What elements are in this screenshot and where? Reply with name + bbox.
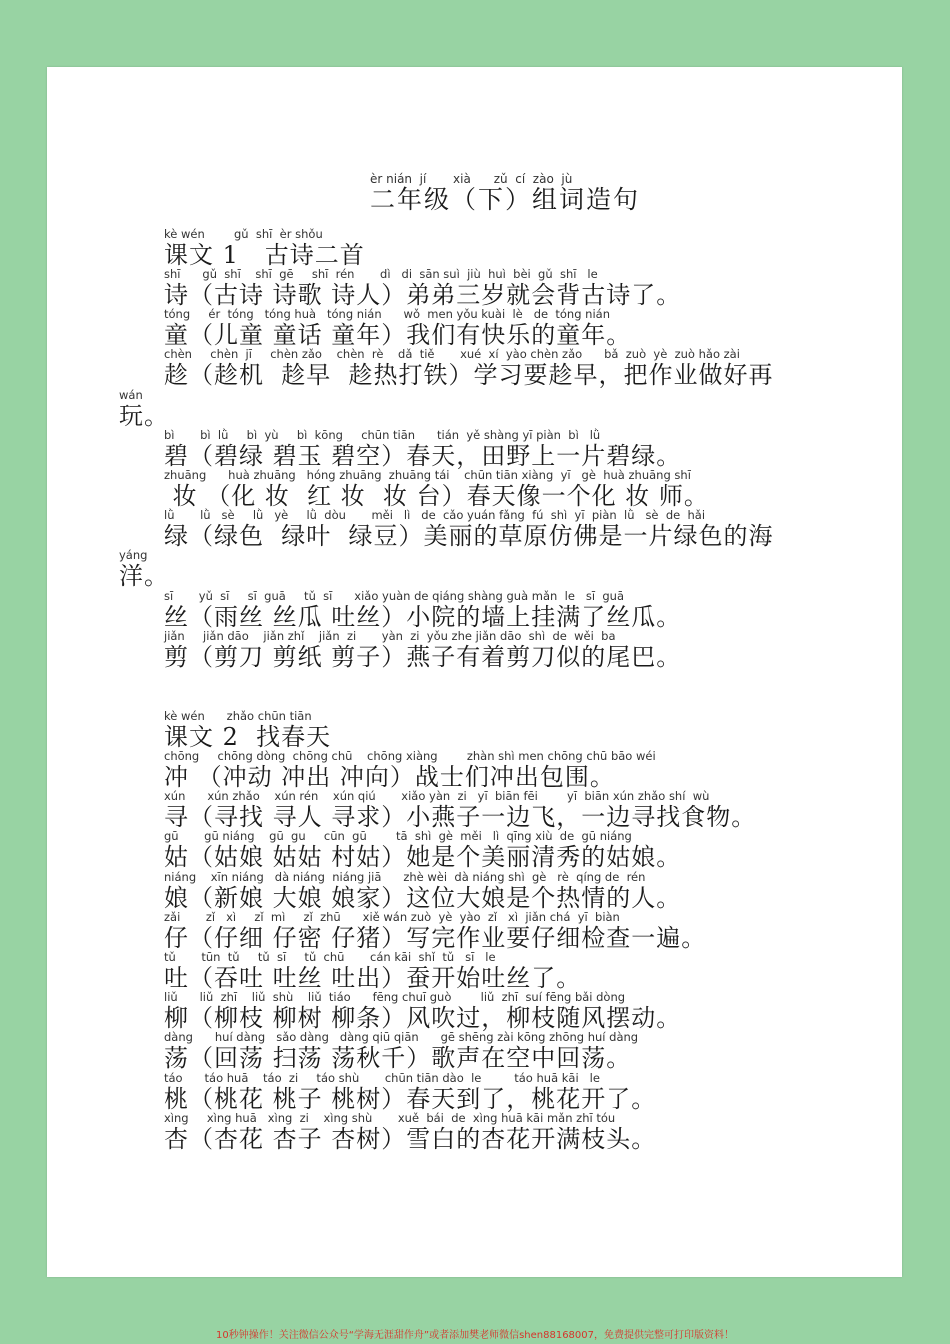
title-text: 二年级（下）组词造句 xyxy=(370,185,641,214)
page-title xyxy=(370,172,890,214)
entry-text: 剪（剪刀 剪纸 剪子）燕子有着剪刀似的尾巴。 xyxy=(164,642,682,671)
vocab-entry xyxy=(164,910,882,952)
entry-text: 寻（寻找 寻人 寻求）小燕子一边飞，一边寻找食物。 xyxy=(164,803,757,832)
promo-footer: 10秒钟操作！关注微信公众号“学海无涯甜作舟”或者添加樊老师微信shen88168007，免费提供完整可打印版资料！ xyxy=(215,1330,735,1341)
entry-pinyin: yáng xyxy=(119,548,148,563)
vocab-entry xyxy=(164,990,882,1032)
entry-pinyin: gū gū niáng gū gu cūn gū tā shì gè měi lì qīng xiù de gū niáng xyxy=(164,829,632,844)
entry-pinyin: zǎi zǐ xì zǐ mì zǐ zhū xiě wán zuò yè yào zǐ xì jiǎn chá yī biàn xyxy=(164,909,620,924)
entry-text: 玩。 xyxy=(119,401,169,430)
vocab-entry xyxy=(164,629,882,671)
entry-pinyin: zhuāng huà zhuāng hóng zhuāng zhuāng tái chūn tiān xiàng yī gè huà zhuāng shī xyxy=(164,468,691,482)
vocab-entry xyxy=(164,870,882,912)
title-pinyin: èr nián jí xià zǔ cí zào jù xyxy=(370,172,573,186)
lesson-1-pinyin: kè wén gǔ shī èr shǒu xyxy=(164,227,323,241)
entry-pinyin: tǔ tūn tǔ tǔ sī tǔ chū cán kāi shǐ tǔ sī le xyxy=(164,950,496,964)
entry-pinyin: táo táo huā táo zi táo shù chūn tiān dào le táo huā kāi le xyxy=(164,1070,600,1085)
entry-text: 吐（吞吐 吐丝 吐出）蚕开始吐丝了。 xyxy=(164,964,582,992)
vocab-entry xyxy=(164,468,882,510)
entry-text: 荡（回荡 扫荡 荡秋千）歌声在空中回荡。 xyxy=(164,1044,632,1073)
entry-text: 碧（碧绿 碧玉 碧空）春天，田野上一片碧绿。 xyxy=(164,441,682,470)
entry-pinyin: bì bì lǜ bì yù bì kōng chūn tiān tián yě shàng yī piàn bì lǜ xyxy=(164,427,601,442)
entry-text: 柳（柳枝 柳树 柳条）风吹过，柳枝随风摆动。 xyxy=(164,1004,682,1033)
entry-pinyin: xún xún zhǎo xún rén xún qiú xiǎo yàn zi yī biān fēi yī biān xún zhǎo shí wù xyxy=(164,789,710,804)
entry-text: 娘（新娘 大娘 娘家）这位大娘是个热情的人。 xyxy=(164,883,682,912)
entry-text: 诗（古诗 诗歌 诗人）弟弟三岁就会背古诗了。 xyxy=(164,281,682,309)
vocab-entry xyxy=(164,267,882,309)
vocab-entry xyxy=(164,1071,882,1113)
lesson-1-heading xyxy=(164,227,764,269)
vocab-entry xyxy=(164,950,882,992)
vocab-entry xyxy=(164,749,882,791)
vocab-entry xyxy=(164,789,882,831)
entry-text: 姑（姑娘 姑姑 村姑）她是个美丽清秀的姑娘。 xyxy=(164,843,682,872)
vocab-entry xyxy=(164,589,882,631)
entry-pinyin: wán xyxy=(119,387,143,402)
lesson-1-title: 课文 1 古诗二首 xyxy=(164,241,365,269)
entry-pinyin: jiǎn jiǎn dāo jiǎn zhǐ jiǎn zi yàn zi yǒu zhe jiǎn dāo shì de wěi ba xyxy=(164,628,616,643)
entry-pinyin: liǔ liǔ zhī liǔ shù liǔ tiáo fēng chuī guò liǔ zhī suí fēng bǎi dòng xyxy=(164,990,626,1005)
entry-pinyin: xìng xìng huā xìng zi xìng shù xuě bái de xìng huā kāi mǎn zhī tóu xyxy=(164,1110,616,1125)
lesson-2-heading xyxy=(164,709,764,751)
entry-pinyin: chèn chèn jī chèn zǎo chèn rè dǎ tiě xué xí yào chèn zǎo bǎ zuò yè zuò hǎo zài xyxy=(164,347,740,362)
entry-pinyin: sī yǔ sī sī guā tǔ sī xiǎo yuàn de qiáng shàng guà mǎn le sī guā xyxy=(164,588,625,603)
entry-text: 冲 （冲动 冲出 冲向）战士们冲出包围。 xyxy=(164,763,615,791)
entry-text: 童（儿童 童话 童年）我们有快乐的童年。 xyxy=(164,321,632,350)
entry-pinyin: chōng chōng dòng chōng chū chōng xiàng zhàn shì men chōng chū bāo wéi xyxy=(164,749,656,763)
vocab-entry xyxy=(119,388,882,430)
entry-text: 趁（趁机 趁早 趁热打铁）学习要趁早，把作业做好再 xyxy=(164,361,774,390)
vocab-entry xyxy=(164,1111,882,1153)
vocab-entry xyxy=(164,428,882,470)
vocab-entry xyxy=(119,548,882,590)
worksheet-content xyxy=(47,67,902,1277)
entry-pinyin: tóng ér tóng tóng huà tóng nián wǒ men yǒu kuài lè de tóng nián xyxy=(164,307,610,322)
vocab-entry xyxy=(164,347,882,389)
entry-pinyin: niáng xīn niáng dà niáng niáng jiā zhè wèi dà niáng shì gè rè qíng de rén xyxy=(164,869,646,884)
entry-pinyin: dàng huí dàng sǎo dàng dàng qiū qiān gē shēng zài kōng zhōng huí dàng xyxy=(164,1030,639,1045)
entry-text: 绿（绿色 绿叶 绿豆）美丽的草原仿佛是一片绿色的海 xyxy=(164,522,774,551)
entry-text: 丝（雨丝 丝瓜 吐丝）小院的墙上挂满了丝瓜。 xyxy=(164,602,682,631)
entry-text: 杏（杏花 杏子 杏树）雪白的杏花开满枝头。 xyxy=(164,1124,657,1153)
lesson-2-title: 课文 2 找春天 xyxy=(164,723,332,751)
entry-pinyin: lǜ lǜ sè lǜ yè lǜ dòu měi lì de cǎo yuán fǎng fú shì yī piàn lǜ sè de hǎi xyxy=(164,508,706,523)
vocab-entry xyxy=(164,1030,882,1072)
entry-text: 洋。 xyxy=(119,562,169,591)
vocab-entry xyxy=(164,829,882,871)
lesson-2-pinyin: kè wén zhǎo chūn tiān xyxy=(164,709,312,723)
worksheet-page xyxy=(47,67,902,1277)
vocab-entry xyxy=(164,307,882,349)
entry-text: 妆 （化 妆 红 妆 妆 台）春天像一个化 妆 师。 xyxy=(164,482,709,510)
entry-pinyin: shī gǔ shī shī gē shī rén dì di sān suì jiù huì bèi gǔ shī le xyxy=(164,267,598,281)
entry-text: 仔（仔细 仔密 仔猪）写完作业要仔细检查一遍。 xyxy=(164,923,707,952)
entry-text: 桃（桃花 桃子 桃树）春天到了，桃花开了。 xyxy=(164,1084,657,1113)
vocab-entry xyxy=(164,508,882,550)
